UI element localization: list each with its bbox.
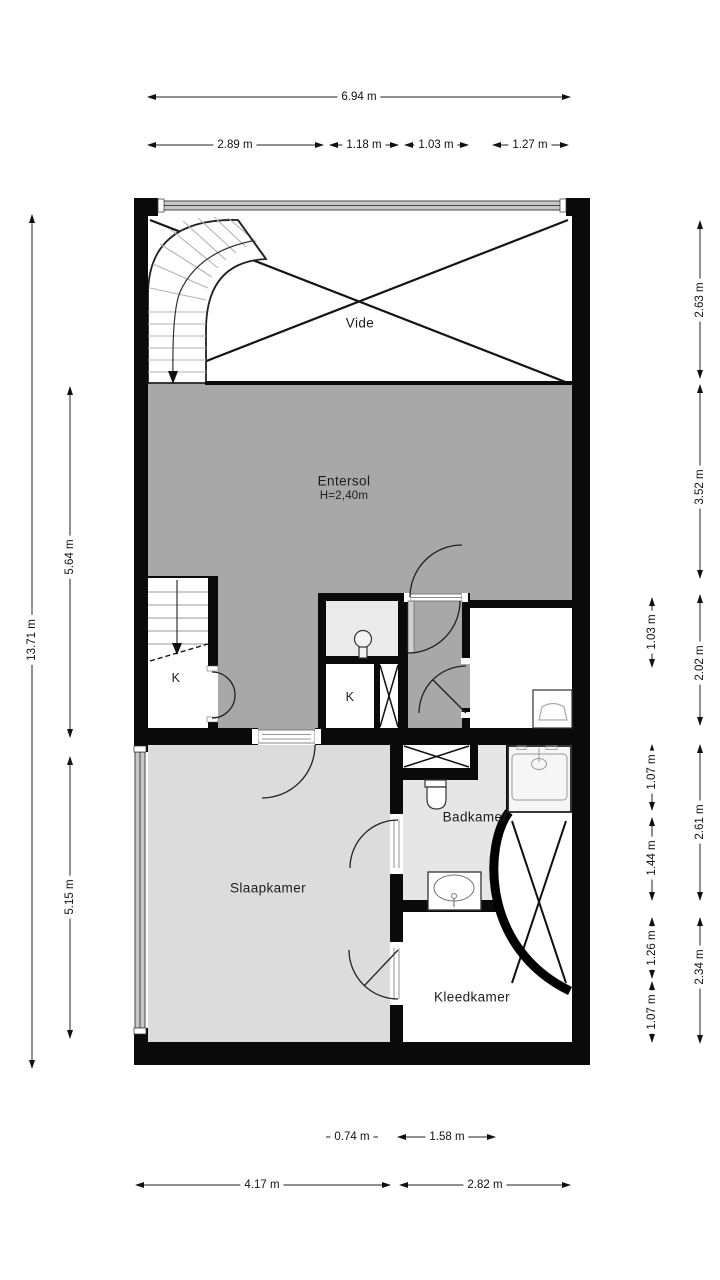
dim-top-seg-2: 1.18 m	[342, 139, 385, 151]
room-label-closet-under-stairs: K	[171, 671, 181, 685]
curved-staircase	[148, 217, 266, 384]
dim-right-inner-4: 1.26 m	[646, 926, 658, 969]
room-label-entersol-height: H=2,40m	[319, 490, 369, 502]
washbasin	[428, 872, 481, 910]
dim-bottom-seg-1: 4.17 m	[240, 1179, 283, 1191]
dim-left-seg-1: 5.64 m	[64, 535, 76, 578]
dim-bottom-inner-1: 0.74 m	[330, 1131, 373, 1143]
dim-bottom-seg-2: 2.82 m	[463, 1179, 506, 1191]
laundry-unit	[533, 690, 572, 728]
bathtub	[508, 746, 571, 812]
dim-bottom-inner-2: 1.58 m	[425, 1131, 468, 1143]
dim-right-outer-3: 2.02 m	[694, 641, 706, 684]
dim-right-outer-2: 3.52 m	[694, 465, 706, 508]
dim-top-seg-3: 1.03 m	[414, 139, 457, 151]
dim-top-seg-1: 2.89 m	[213, 139, 256, 151]
dim-top-seg-4: 1.27 m	[508, 139, 551, 151]
room-label-vide: Vide	[345, 315, 375, 331]
room-label-badkamer: Badkamer	[442, 809, 508, 825]
dim-right-outer-4: 2.61 m	[694, 800, 706, 843]
room-label-entersol: Entersol	[317, 473, 371, 489]
dim-right-outer-1: 2.63 m	[694, 278, 706, 321]
dim-right-inner-5: 1.07 m	[646, 990, 658, 1033]
toilet-badkamer	[425, 780, 446, 809]
dim-left-seg-2: 5.15 m	[64, 875, 76, 918]
dim-right-outer-5: 2.34 m	[694, 945, 706, 988]
room-label-kleedkamer: Kleedkamer	[433, 989, 511, 1005]
dim-right-inner-1: 1.03 m	[646, 610, 658, 653]
straight-staircase	[148, 578, 208, 728]
room-label-closet-middle: K	[345, 690, 355, 704]
dim-left-total: 13.71 m	[26, 615, 38, 665]
room-label-slaapkamer: Slaapkamer	[229, 880, 307, 896]
dim-right-inner-2: 1.07 m	[646, 750, 658, 793]
door-frame-slaapkamer	[258, 730, 315, 743]
dim-right-inner-3: 1.44 m	[646, 836, 658, 879]
dim-top-total: 6.94 m	[337, 91, 380, 103]
